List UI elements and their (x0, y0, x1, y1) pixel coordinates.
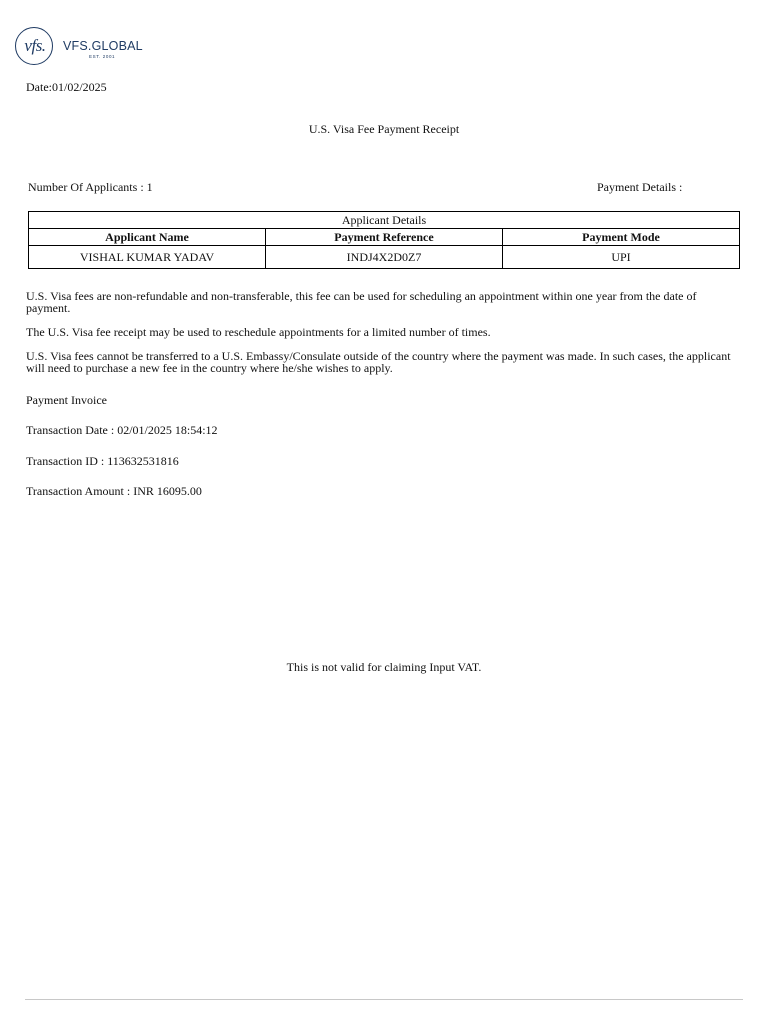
header-payment-mode: Payment Mode (503, 229, 740, 246)
invoice-title: Payment Invoice (26, 393, 107, 407)
cell-payment-reference: INDJ4X2D0Z7 (266, 246, 503, 269)
transaction-date: Transaction Date : 02/01/2025 18:54:12 (26, 423, 218, 437)
vfs-logo-est: EST. 2001 (89, 54, 116, 59)
payment-details-label: Payment Details : (597, 180, 683, 194)
vfs-logo-wordmark: VFS.GLOBAL (63, 39, 143, 53)
note-reschedule: The U.S. Visa fee receipt may be used to reschedule appointments for a limited number of times. (26, 325, 491, 339)
vat-notice: This is not valid for claiming Input VAT. (286, 660, 482, 674)
vfs-logo-mark (15, 27, 53, 65)
applicant-details-table (28, 211, 740, 269)
transaction-amount: Transaction Amount : INR 16095.00 (26, 484, 202, 498)
cell-applicant-name: VISHAL KUMAR YADAV (29, 246, 266, 269)
note-non-refundable: U.S. Visa fees are non-refundable and non-transferable, this fee can be used for scheduling an appointment within one year from the date of payment. (26, 289, 697, 315)
note-non-transferable: U.S. Visa fees cannot be transferred to a U.S. Embassy/Consulate outside of the country where the payment was made. In such cases, the applicant will need to purchase a new fee in the country where he/she wishes to apply. (26, 349, 731, 375)
receipt-date: Date:01/02/2025 (26, 80, 107, 94)
page-title: U.S. Visa Fee Payment Receipt (308, 122, 460, 136)
header-applicant-name: Applicant Name (29, 229, 266, 246)
transaction-id: Transaction ID : 113632531816 (26, 454, 179, 468)
applicants-count: Number Of Applicants : 1 (28, 180, 153, 194)
vfs-logo-mark-text: vfs. (24, 36, 46, 55)
table-caption: Applicant Details (29, 212, 740, 229)
table-header-row (29, 229, 740, 246)
footer-divider (25, 999, 743, 1000)
table-row (29, 246, 740, 269)
vfs-global-logo (15, 27, 145, 67)
header-payment-reference: Payment Reference (266, 229, 503, 246)
cell-payment-mode: UPI (503, 246, 740, 269)
